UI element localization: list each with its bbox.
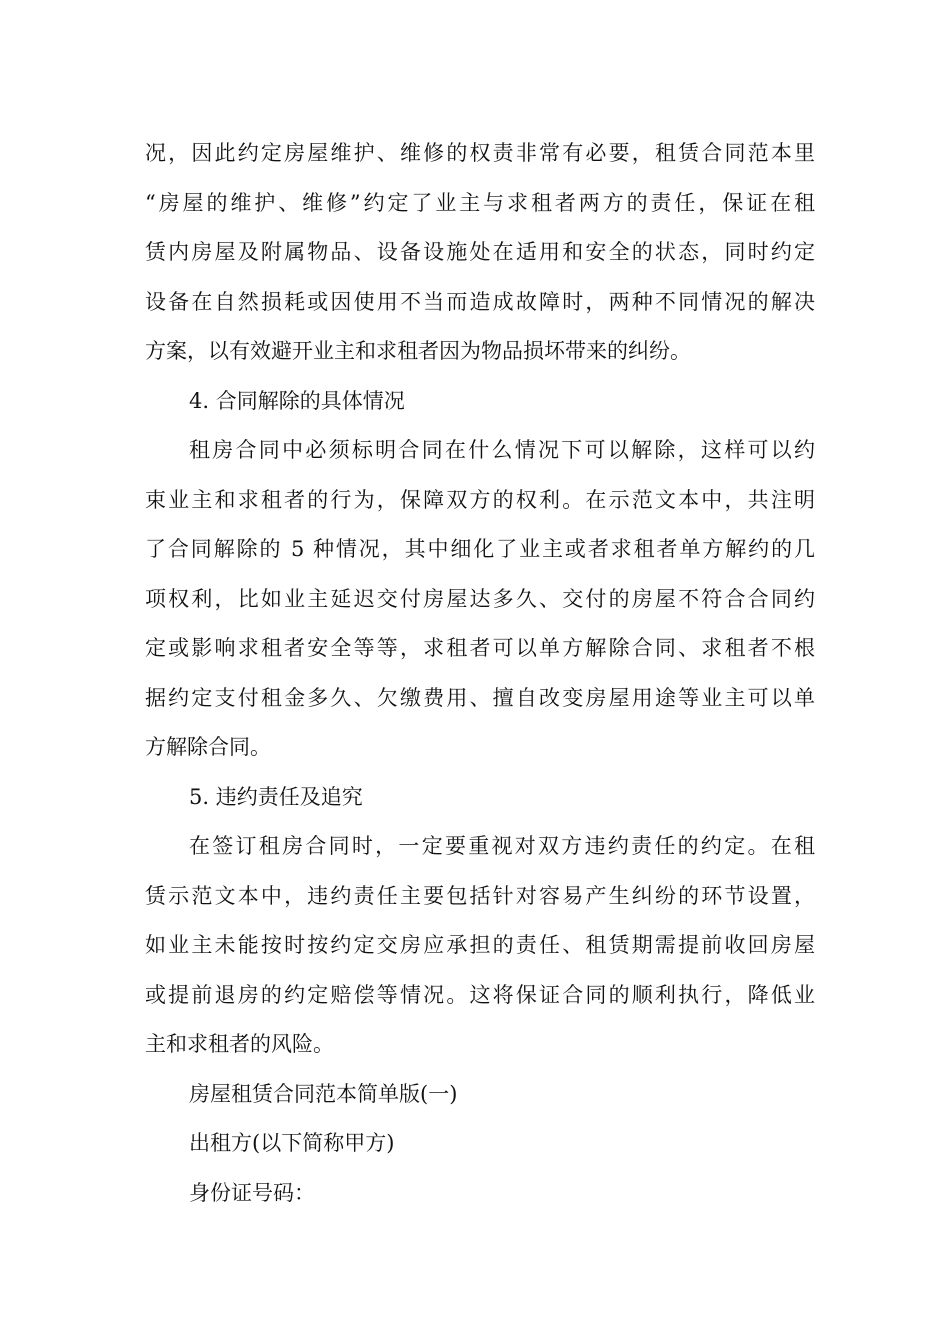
paragraph-line: 项权利，比如业主延迟交付房屋达多久、交付的房屋不符合合同约 <box>145 586 815 611</box>
paragraph-line: “房屋的维护、维修”约定了业主与求租者两方的责任，保证在租 <box>145 190 815 215</box>
paragraph-line: 况，因此约定房屋维护、维修的权责非常有必要，租赁合同范本里 <box>145 141 815 165</box>
lessor-label: 出租方(以下简称甲方) <box>189 1131 395 1155</box>
document-body <box>145 129 815 1218</box>
paragraph-line: 方解除合同。 <box>145 735 271 759</box>
paragraph-line: 或提前退房的约定赔偿等情况。这将保证合同的顺利执行，降低业 <box>145 982 815 1007</box>
paragraph-line: 束业主和求租者的行为，保障双方的权利。在示范文本中，共注明 <box>145 487 815 512</box>
contract-title: 房屋租赁合同范本简单版(一) <box>189 1081 458 1106</box>
paragraph-line: 方案，以有效避开业主和求租者因为物品损坏带来的纠纷。 <box>145 339 691 363</box>
paragraph-line: 据约定支付租金多久、欠缴费用、擅自改变房屋用途等业主可以单 <box>145 685 815 710</box>
section-heading: 4. 合同解除的具体情况 <box>189 388 405 413</box>
paragraph-line: 赁内房屋及附属物品、设备设施处在适用和安全的状态，同时约定 <box>145 240 815 264</box>
id-number-label: 身份证号码： <box>189 1180 315 1205</box>
paragraph-line: 了合同解除的 5 种情况，其中细化了业主或者求租者单方解约的几 <box>145 537 815 561</box>
paragraph-line: 租房合同中必须标明合同在什么情况下可以解除，这样可以约 <box>189 438 815 462</box>
paragraph-line: 在签订租房合同时，一定要重视对双方违约责任的约定。在租 <box>189 834 815 858</box>
paragraph-line: 定或影响求租者安全等等，求租者可以单方解除合同、求租者不根 <box>145 636 815 660</box>
paragraph-line: 设备在自然损耗或因使用不当而造成故障时，两种不同情况的解决 <box>145 289 815 314</box>
paragraph-line: 如业主未能按时按约定交房应承担的责任、租赁期需提前收回房屋 <box>145 933 815 957</box>
paragraph-line: 主和求租者的风险。 <box>145 1032 334 1056</box>
section-heading: 5. 违约责任及追究 <box>189 784 363 809</box>
paragraph-line: 赁示范文本中，违约责任主要包括针对容易产生纠纷的环节设置， <box>145 883 815 908</box>
